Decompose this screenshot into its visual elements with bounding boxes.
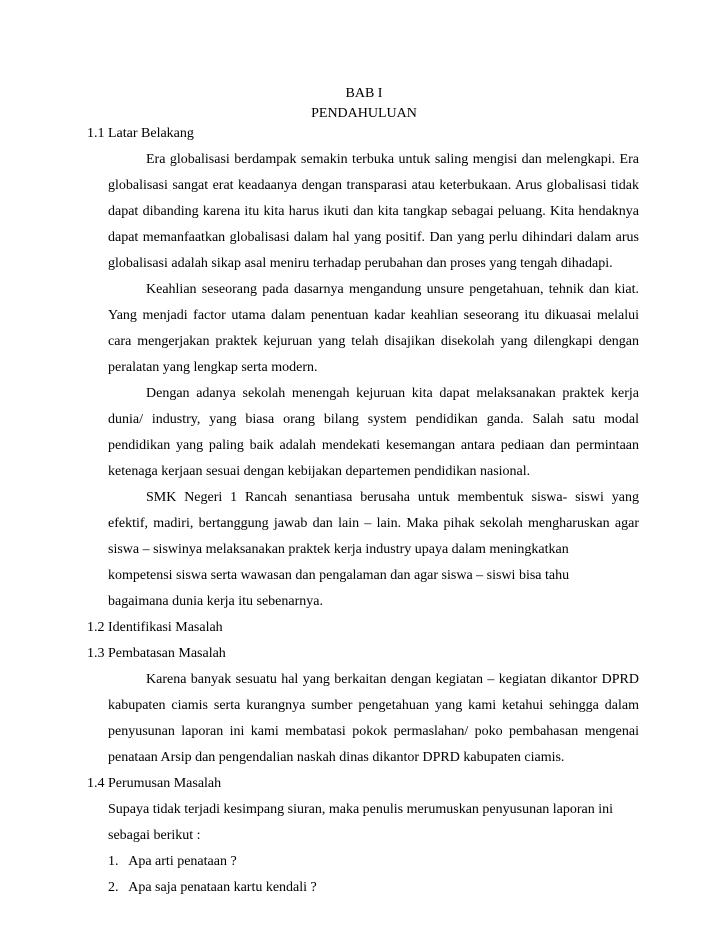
paragraph-line: SMK Negeri 1 Rancah senantiasa berusaha untuk membentuk siswa- siswi yang (146, 490, 639, 505)
chapter-number: BAB I (345, 86, 383, 101)
section-heading-1-1: 1.1 Latar Belakang (87, 126, 194, 141)
paragraph-line: Era globalisasi berdampak semakin terbuka untuk saling mengisi dan melengkapi. Era (146, 152, 639, 167)
paragraph-line: penyusunan laporan ini kami membatasi pokok permaslahan/ poko pembahasan mengenai (108, 724, 639, 739)
paragraph-line: dunia/ industry, yang biasa orang bilang system pendidikan ganda. Salah satu modal (108, 412, 639, 427)
section-heading-1-4: 1.4 Perumusan Masalah (87, 776, 222, 791)
paragraph-line: siswa – siswinya melaksanakan praktek kerja industry upaya dalam meningkatkan (108, 542, 569, 557)
paragraph-line: globalisasi sangat erat keadaanya dengan transparasi atau keterbukaan. Arus globalisasi tidak (108, 178, 639, 193)
paragraph-line: kompetensi siswa serta wawasan dan pengalaman dan agar siswa – siswi bisa tahu (108, 568, 570, 583)
section-heading-1-3: 1.3 Pembatasan Masalah (87, 646, 226, 661)
paragraph-line: Keahlian seseorang pada dasarnya mengandung unsure pengetahuan, tehnik dan kiat. (146, 282, 639, 297)
list-item: 1. Apa arti penataan ? (108, 854, 237, 869)
paragraph-line: penataan Arsip dan pengendalian naskah dinas dikantor DPRD kabupaten ciamis. (108, 750, 565, 765)
paragraph-line: kabupaten ciamis serta kurangnya sumber pengetahuan yang kami ketahui sehingga dalam (108, 698, 639, 713)
section-heading-1-2: 1.2 Identifikasi Masalah (87, 620, 223, 635)
list-item: 2. Apa saja penataan kartu kendali ? (108, 880, 317, 895)
chapter-title: PENDAHULUAN (311, 106, 417, 121)
paragraph-line: bagaimana dunia kerja itu sebenarnya. (108, 594, 323, 609)
paragraph-line: peralatan yang lengkap serta modern. (108, 360, 318, 375)
paragraph-line: Supaya tidak terjadi kesimpang siuran, maka penulis merumuskan penyusunan laporan ini (108, 802, 614, 817)
paragraph-line: ketenaga kerjaan sesuai dengan kebijakan departemen pendidikan nasional. (108, 464, 531, 479)
paragraph-line: dapat dibanding karena itu kita harus ikuti dan kita tangkap sebagai peluang. Kita hendaknya (108, 204, 639, 219)
paragraph-line: Karena banyak sesuatu hal yang berkaitan dengan kegiatan – kegiatan dikantor DPRD (146, 672, 639, 687)
paragraph-line: dapat memanfaatkan globalisasi dalam hal yang positif. Dan yang perlu dihindari dalam arus (108, 230, 639, 245)
paragraph-line: Yang menjadi factor utama dalam penentuan kadar keahlian seseorang itu dikuasai melalui (108, 308, 639, 323)
paragraph-line: efektif, madiri, bertanggung jawab dan lain – lain. Maka pihak sekolah mengharuskan agar (108, 516, 639, 531)
paragraph-line: pendidikan yang paling baik adalah mendekati kesemangan antara pediaan dan permintaan (108, 438, 639, 453)
paragraph-line: Dengan adanya sekolah menengah kejuruan kita dapat melaksanakan praktek kerja (146, 386, 639, 401)
paragraph-line: cara mengerjakan praktek kejuruan yang telah disajikan disekolah yang dilengkapi dengan (108, 334, 639, 349)
paragraph-line: sebagai berikut : (108, 828, 201, 843)
paragraph-line: globalisasi adalah sikap asal meniru terhadap perubahan dan proses yang tengah dihadapi. (108, 256, 613, 271)
